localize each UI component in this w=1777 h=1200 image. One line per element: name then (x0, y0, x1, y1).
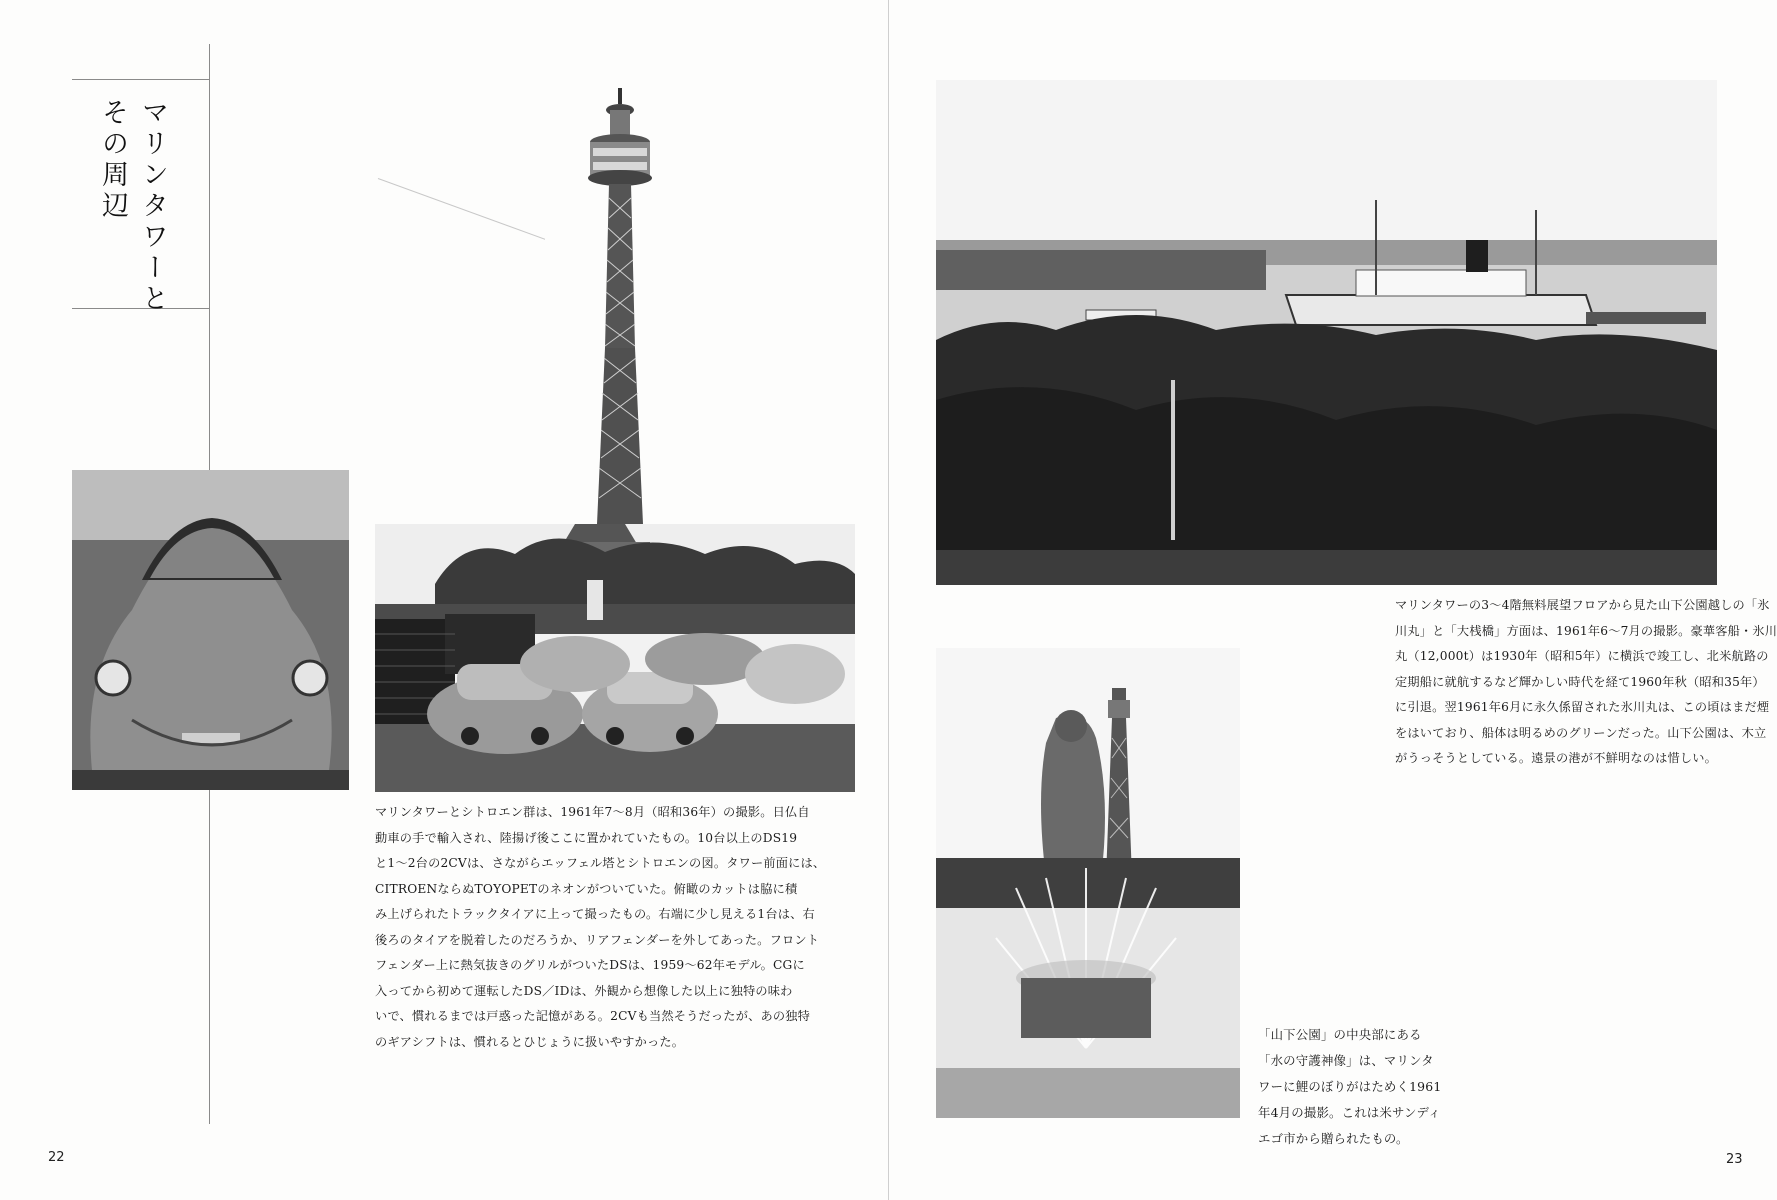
left-caption (375, 800, 855, 1055)
marine-tower-photo-top (545, 88, 695, 524)
caption-line: 丸（12,000t）は1930年（昭和5年）に横浜で竣工し、北米航路の (1395, 649, 1769, 663)
caption-line: に引退。翌1961年6月に永久係留された氷川丸は、この頃はまだ煙 (1395, 700, 1770, 714)
caption-line: のギアシフトは、慣れるとひじょうに扱いやすかった。 (375, 1034, 685, 1049)
citroen-cars-photo (375, 524, 855, 792)
caption-line: がうっそうとしている。遠景の港が不鮮明なのは惜しい。 (1395, 751, 1718, 765)
page-number-right: 23 (1726, 1152, 1743, 1167)
harbor-hikawa-maru-photo (936, 80, 1717, 585)
caption-line: エゴ市から贈られたもの。 (1258, 1131, 1409, 1146)
caption-line: 入ってから初めて運転したDS／IDは、外観から想像した以上に独特の味わ (375, 983, 793, 998)
caption-line: CITROENならぬTOYOPETのネオンがついていた。俯瞰のカットは脇に積 (375, 881, 798, 896)
harbor-caption (1395, 593, 1777, 772)
caption-line: 定期船に就航するなど輝かしい時代を経て1960年秋（昭和35年） (1395, 674, 1765, 689)
caption-line: フェンダー上に熱気抜きのグリルがついたDSは、1959～62年モデル。CGに (375, 958, 805, 972)
caption-line: 川丸」と「大桟橋」方面は、1961年6～7月の撮影。豪華客船・氷川 (1395, 623, 1777, 638)
caption-line: をはいており、船体は明るめのグリーンだった。山下公園は、木立 (1395, 725, 1767, 740)
caption-line: いで、慣れるまでは戸惑った記憶がある。2CVも当然そうだったが、あの独特 (375, 1009, 811, 1023)
fountain-caption (1258, 1022, 1468, 1152)
caption-line: マリンタワーの3～4階無料展望フロアから見た山下公園越しの「氷 (1395, 598, 1770, 612)
chapter-title-line-1: マリンタワーと (137, 98, 168, 315)
page-number-left: 22 (48, 1150, 65, 1165)
caption-line: と1～2台の2CVは、さながらエッフェル塔とシトロエンの図。タワー前面には、 (375, 856, 826, 870)
caption-line: 動車の手で輸入され、陸揚げ後ここに置かれていたもの。10台以上のDS19 (375, 830, 798, 845)
caption-line: マリンタワーとシトロエン群は、1961年7～8月（昭和36年）の撮影。日仏自 (375, 805, 810, 819)
citroen-ds19-photo (72, 470, 349, 790)
fountain-statue-photo (936, 648, 1240, 1118)
book-gutter (888, 0, 889, 1200)
caption-line: 「水の守護神像」は、マリンタ (1258, 1053, 1434, 1068)
chapter-title-line-2: その周辺 (97, 98, 128, 222)
caption-line: 年4月の撮影。これは米サンディ (1258, 1105, 1441, 1120)
title-top-rule (72, 79, 209, 80)
caption-line: 「山下公園」の中央部にある (1258, 1027, 1422, 1042)
caption-line: 後ろのタイアを脱着したのだろうか、リアフェンダーを外してあった。フロント (375, 932, 820, 947)
caption-line: み上げられたトラックタイアに上って撮ったもの。右端に少し見える1台は、右 (375, 907, 815, 921)
caption-line: ワーに鯉のぼりがはためく1961 (1258, 1079, 1442, 1094)
